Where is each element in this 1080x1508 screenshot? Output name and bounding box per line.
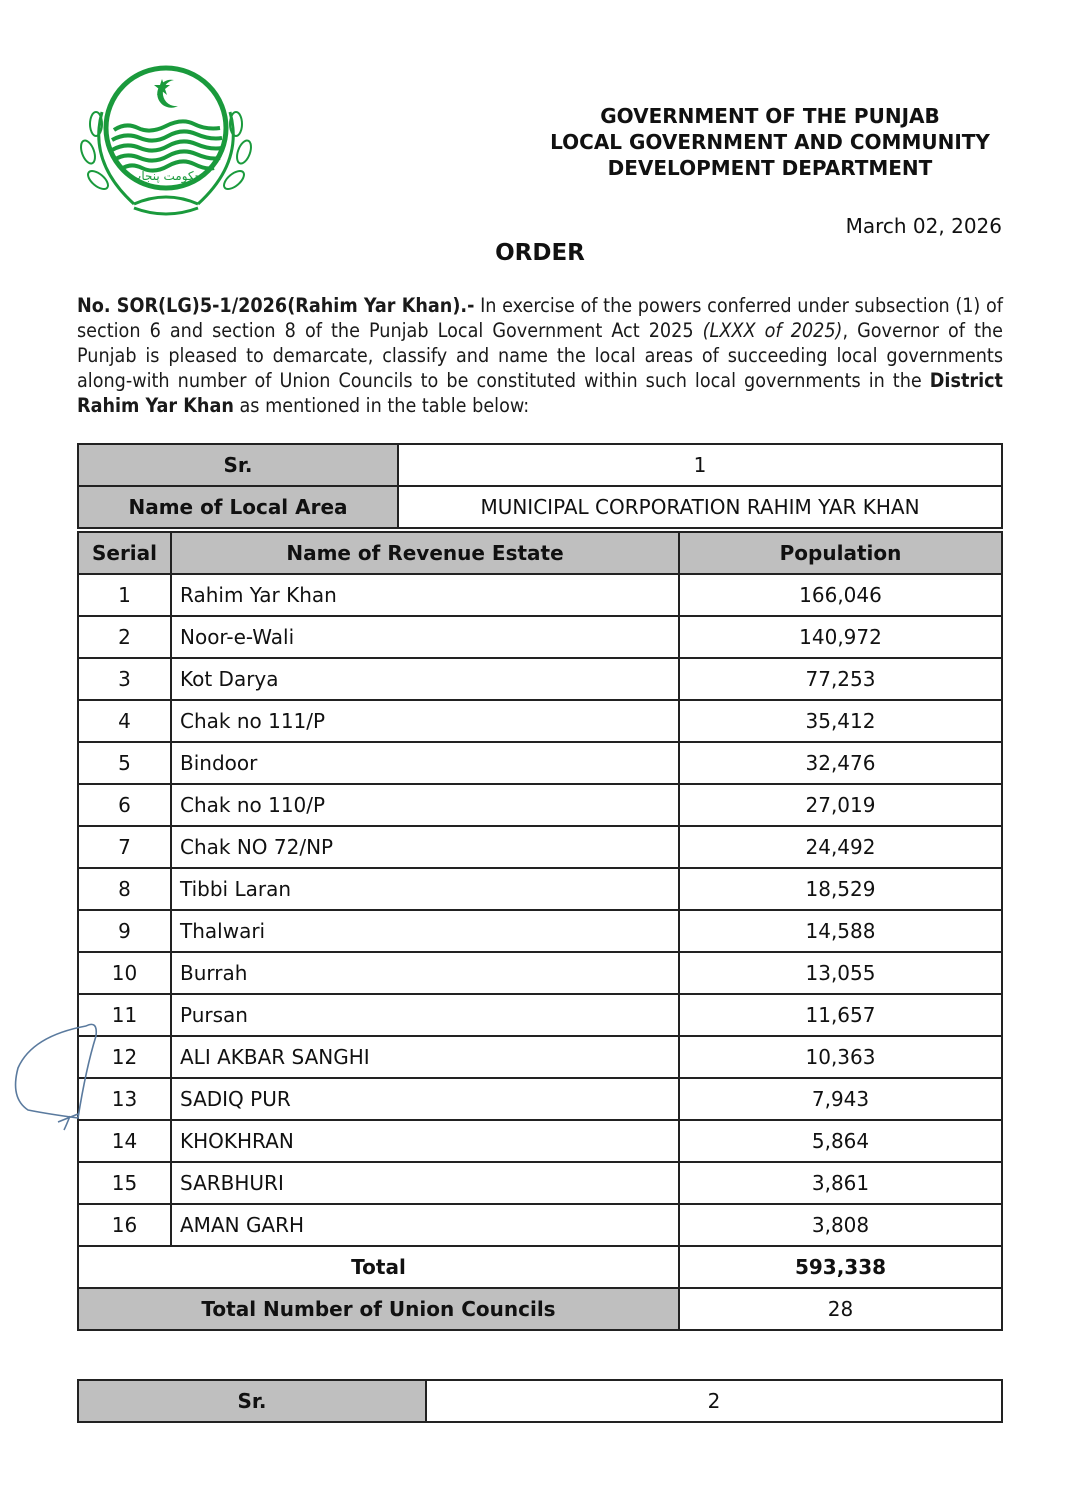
- serial-cell: 11: [78, 994, 171, 1036]
- table-row: [78, 1036, 1002, 1078]
- union-councils-value: 28: [679, 1288, 1002, 1330]
- local-area-2-table: [77, 1379, 1003, 1423]
- population-cell: 77,253: [679, 658, 1002, 700]
- union-councils-row: [78, 1288, 1002, 1330]
- table-row: [78, 658, 1002, 700]
- serial-cell: 2: [78, 616, 171, 658]
- table-row: [78, 868, 1002, 910]
- col-header-serial: Serial: [78, 532, 171, 574]
- population-cell: 140,972: [679, 616, 1002, 658]
- order-paragraph: No. SOR(LG)5-1/2026(Rahim Yar Khan).- In exercise of the powers conferred under subsection (1) of section 6 and section 8 of the Punjab Local Government Act 2025 (LXXX of 2025), Governor of the Punjab is pleased to demarcate, classify and name the local areas of succeeding local governments along-with number of Union Councils to be constituted within such local governments in the District Rahim Yar Khan as mentioned in the table below:: [77, 294, 1003, 417]
- serial-cell: 1: [78, 574, 171, 616]
- table-row: [78, 826, 1002, 868]
- estate-name-cell: Rahim Yar Khan: [171, 574, 679, 616]
- sr-value-2: 2: [426, 1380, 1002, 1422]
- local-area-info-table: [77, 443, 1003, 529]
- order-date: March 02, 2026: [845, 214, 1002, 238]
- population-cell: 24,492: [679, 826, 1002, 868]
- population-cell: 18,529: [679, 868, 1002, 910]
- col-header-population: Population: [679, 532, 1002, 574]
- sr-value: 1: [398, 444, 1002, 486]
- header-line-3: DEVELOPMENT DEPARTMENT: [607, 156, 933, 180]
- serial-cell: 3: [78, 658, 171, 700]
- estate-name-cell: AMAN GARH: [171, 1204, 679, 1246]
- signature-mark: [8, 1018, 98, 1133]
- estate-name-cell: Chak NO 72/NP: [171, 826, 679, 868]
- department-header: [540, 103, 1000, 181]
- estate-name-cell: ALI AKBAR SANGHI: [171, 1036, 679, 1078]
- table-row: [78, 700, 1002, 742]
- estate-name-cell: SARBHURI: [171, 1162, 679, 1204]
- estate-name-cell: Burrah: [171, 952, 679, 994]
- svg-text:حکومت پنجاب: حکومت پنجاب: [130, 169, 202, 183]
- population-cell: 14,588: [679, 910, 1002, 952]
- estate-name-cell: Tibbi Laran: [171, 868, 679, 910]
- population-cell: 27,019: [679, 784, 1002, 826]
- serial-cell: 6: [78, 784, 171, 826]
- sr-label-2: Sr.: [78, 1380, 426, 1422]
- serial-cell: 4: [78, 700, 171, 742]
- order-title: ORDER: [495, 240, 585, 266]
- local-area-label: Name of Local Area: [78, 486, 398, 528]
- population-cell: 166,046: [679, 574, 1002, 616]
- population-cell: 11,657: [679, 994, 1002, 1036]
- estate-name-cell: Kot Darya: [171, 658, 679, 700]
- population-cell: 7,943: [679, 1078, 1002, 1120]
- table-row: [78, 1162, 1002, 1204]
- estate-name-cell: Pursan: [171, 994, 679, 1036]
- table-row: [78, 910, 1002, 952]
- serial-cell: 14: [78, 1120, 171, 1162]
- revenue-estate-table: [77, 531, 1003, 1331]
- table-row: [78, 1078, 1002, 1120]
- serial-cell: 12: [78, 1036, 171, 1078]
- serial-cell: 16: [78, 1204, 171, 1246]
- population-cell: 3,861: [679, 1162, 1002, 1204]
- population-cell: 13,055: [679, 952, 1002, 994]
- table-row: [78, 994, 1002, 1036]
- serial-cell: 15: [78, 1162, 171, 1204]
- sr-row-2: [78, 1380, 1002, 1422]
- district-name: District Rahim Yar Khan: [77, 369, 1003, 417]
- serial-cell: 13: [78, 1078, 171, 1120]
- table-row: [78, 952, 1002, 994]
- estate-name-cell: Thalwari: [171, 910, 679, 952]
- reference-number: No. SOR(LG)5-1/2026(Rahim Yar Khan).-: [77, 294, 475, 317]
- serial-cell: 8: [78, 868, 171, 910]
- total-value: 593,338: [679, 1246, 1002, 1288]
- population-cell: 3,808: [679, 1204, 1002, 1246]
- union-councils-label: Total Number of Union Councils: [78, 1288, 679, 1330]
- header-line-2: LOCAL GOVERNMENT AND COMMUNITY: [550, 130, 990, 154]
- sr-row: [78, 444, 1002, 486]
- estate-name-cell: Bindoor: [171, 742, 679, 784]
- total-row: [78, 1246, 1002, 1288]
- table-row: [78, 1120, 1002, 1162]
- header-line-1: GOVERNMENT OF THE PUNJAB: [600, 104, 940, 128]
- table-row: [78, 742, 1002, 784]
- punjab-government-emblem-icon: [74, 62, 258, 220]
- population-cell: 5,864: [679, 1120, 1002, 1162]
- total-label: Total: [78, 1246, 679, 1288]
- table-row: [78, 574, 1002, 616]
- serial-cell: 5: [78, 742, 171, 784]
- estate-name-cell: Chak no 111/P: [171, 700, 679, 742]
- col-header-name: Name of Revenue Estate: [171, 532, 679, 574]
- local-area-row: [78, 486, 1002, 528]
- table-row: [78, 1204, 1002, 1246]
- serial-cell: 9: [78, 910, 171, 952]
- estate-name-cell: SADIQ PUR: [171, 1078, 679, 1120]
- serial-cell: 7: [78, 826, 171, 868]
- estate-name-cell: Chak no 110/P: [171, 784, 679, 826]
- population-cell: 10,363: [679, 1036, 1002, 1078]
- table-row: [78, 784, 1002, 826]
- local-area-value: MUNICIPAL CORPORATION RAHIM YAR KHAN: [398, 486, 1002, 528]
- act-citation: (LXXX of 2025): [702, 319, 843, 342]
- estate-name-cell: KHOKHRAN: [171, 1120, 679, 1162]
- serial-cell: 10: [78, 952, 171, 994]
- sr-label: Sr.: [78, 444, 398, 486]
- population-cell: 35,412: [679, 700, 1002, 742]
- table-row: [78, 616, 1002, 658]
- estate-name-cell: Noor-e-Wali: [171, 616, 679, 658]
- population-cell: 32,476: [679, 742, 1002, 784]
- table-header-row: [78, 532, 1002, 574]
